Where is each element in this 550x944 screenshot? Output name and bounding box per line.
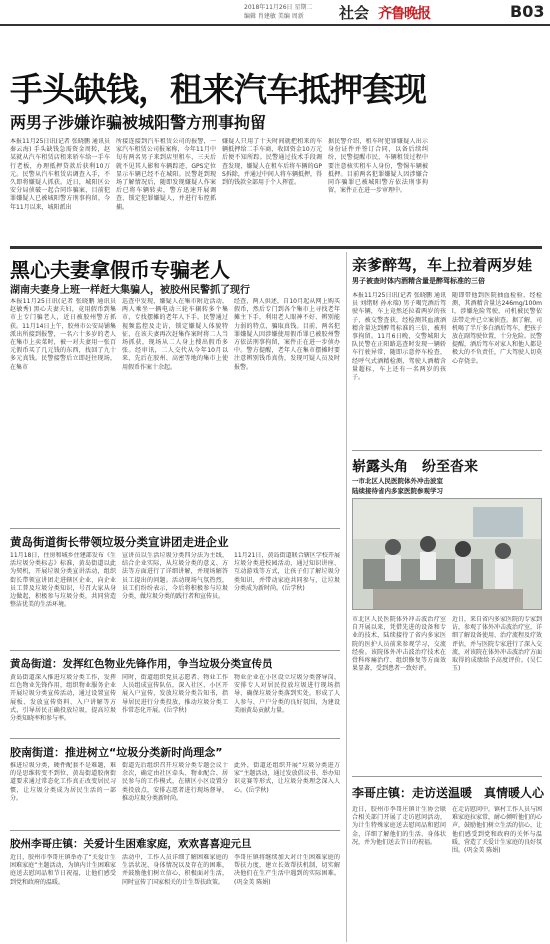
- lead-body-col3: 嫌疑人只用了十天时间就把租来的车辆抵押给二手车商，收回资金10万元后便不知所踪。民警通过技术手段调查发现，嫌疑人在租车后将车辆的GPS拆除，并通过中间人将车辆抵押，得到的钱款全部用于个人挥霍。: [222, 138, 322, 187]
- story4-body-col3: 11月21日，黄岛街道联合辖区学校开展垃圾分类进校园活动，通过知识讲座、互动游戏等方式，让孩子们了解垃圾分类知识，并带动家庭共同参与，让垃圾分类成为新时尚。(岳学秋): [234, 552, 340, 592]
- story4-divider: [10, 528, 340, 529]
- lead-body-col4: 据民警介绍，租车时犯罪嫌疑人出示身份证件并签订合同，以备后续纠纷，民警提醒市民，车辆租赁过程中要注意核实租车人身份，警惕车辆被抵押。目前两名犯罪嫌疑人因涉嫌合同诈骗罪已被城阳警方依法刑事拘留，案件正在进一步审理中。: [328, 138, 428, 195]
- story5-body-col1: 黄岛街道深入推进垃圾分类工作，发挥红色物业先锋作用，组织物业服务企业开展垃圾分类宣传活动，通过设置宣传展板、发放宣传资料、入户讲解等方式，引导居民正确投放垃圾，提高垃圾分类知晓率和参与率。: [10, 674, 116, 723]
- section-divider: [10, 246, 542, 249]
- editors: 编辑 肖建敏 美编 周新: [244, 13, 304, 20]
- story8-subheadline1: 一市北区人民医院体外冲击波室: [352, 477, 443, 485]
- story9-headline: 李哥庄镇：走访送温暖 真情暖人心: [352, 786, 545, 800]
- story2-body-col3: 经查，两人供述，自10月起从网上购买假币，然后专门到各个集市上寻找老年摊主下手，利用老人眼神不好、辨别能力弱的特点，骗取真钱。目前，两名犯罪嫌疑人因涉嫌使用假币罪已被胶州警方依法刑事拘留，案件正在进一步侦办中。警方提醒，老年人在集市摆摊时要注意辨别钱币真伪，发现可疑人员及时报警。: [234, 298, 340, 371]
- lead-body-col1: 本报11月25日讯(记者 张晓鹏 通讯员 秦云海) 手头缺钱急需资金周转，赵某就从汽车租赁店租来轿车给一手车行老板，办理抵押贷款后获利10万元。民警从汽车租赁店调查入手，不久即将嫌疑人抓获。近日，城阳区公安分局侦破一起合同诈骗案，目前犯罪嫌疑人已被城阳警方刑事拘留。今年11月以来，城阳派出: [10, 138, 110, 211]
- story2-body-col2: 巡查中发现，嫌疑人在集市附近活动，两人乘坐一辆电动三轮车辗转多个集市，专找摆摊的老年人下手。民警通过视频监控及走访，锁定嫌疑人体貌特征，在该夫妻再次赶集作案时将二人当场抓获，现场从二人身上搜出假币多张。经审讯，二人交代从今年10月以来，先后在胶州、高密等地的集市上使用假币作案十余起。: [122, 298, 228, 371]
- story3-body-col2: 随即带他到医院抽血检验，经检测，其酒精含量达246mg/100ml，涉嫌危险驾驶，司机被民警依法带走并已立案侦查。据了解，司机喝了半斤多白酒后驾车，把孩子放在副驾驶位置，十分危险。民警提醒，酒后驾车对家人和他人都是极大的不负责任，广大驾驶人切莫心存侥幸。: [452, 292, 542, 365]
- hospital-photo-illustration: [353, 499, 542, 610]
- issue-date: 2018年11月26日 星期二: [244, 4, 313, 11]
- story8-divider: [352, 776, 542, 777]
- story5-divider: [10, 650, 340, 651]
- story4-body-col1: 11月18日，住房和城乡住建部发布《生活垃圾分类标志》标准，黄岛街道以此为契机，开展垃圾分类宣讲活动，组织街长带领宣讲团走进辖区企业，向企业员工普及垃圾分类知识，号召大家从身边做起，积极参与垃圾分类，共同营造整洁优美的生活环境。: [10, 552, 116, 609]
- story9-body-col1: 近日，胶州市李哥庄镇计生协会联合相关部门开展了走访慰问活动，为计生特殊家庭送去慰问品和慰问金，详细了解他们的生活、身体状况，并为他们送去节日的祝福。: [352, 806, 446, 846]
- page-number: B03: [510, 2, 545, 21]
- story5-body-col2: 同时，街道组织党员志愿者、物业工作人员组成宣传队伍，深入社区、小区开展入户宣传，发放垃圾分类告知书，指导居民进行分类投放，推动垃圾分类工作常态化开展。(岳学秋): [122, 674, 228, 714]
- story9-body-col2: 在走访慰问中，镇村工作人员与困难家庭拉家常，耐心倾听他们的心声，鼓励他们树立生活的信心，让他们感受到党和政府的关怀与温暖，营造了关爱计生家庭的良好氛围。(巩金美 陈娟): [452, 806, 542, 855]
- story5-headline: 黄岛街道：发挥红色物业先锋作用，争当垃圾分类宣传员: [10, 658, 273, 670]
- story8-body-col1: 市北区人民医院体外冲击波治疗室自开展以来，凭借先进的设备和专业的技术，陆续接待了省内多家医院的医护人员前来参观学习，交流经验。该院体外冲击波治疗技术在骨科疼痛治疗、组织修复等方面效果显著，受到患者一致好评。: [352, 616, 446, 673]
- story6-divider: [10, 738, 340, 739]
- story8-body-col2: 近日，来自省内多家医院的专家到访，参观了体外冲击波治疗室，详细了解设备使用、治疗流程及疗效评估，并与医院专家进行了深入交流，对该院在体外冲击波治疗方面取得的成绩给予高度评价。(吴仁玉): [452, 616, 542, 673]
- story8-subheadline2: 陆续接待省内多家医院参观学习: [352, 487, 443, 495]
- story7-body-col1: 近日，胶州市李哥庄镇举办了“关爱计生困难家庭”主题活动，为镇内计生困难家庭送去慰问品和节日祝福，让他们感受到党和政府的温暖。: [10, 854, 116, 886]
- story7-body-col2: 活动中，工作人员详细了解困难家庭的生活状况、身体情况以及存在的困难，并鼓励他们树立信心，积极面对生活，同时宣传了国家相关的计生帮扶政策。: [122, 854, 228, 886]
- lead-headline: 手头缺钱，租来汽车抵押套现: [10, 70, 426, 109]
- story2-body-col1: 本报11月25日讯(记者 张晓鹏 通讯员 赵敏秀) 黑心夫妻夫妇，竟用假币到集市上专门骗老人，近日被胶州警方抓获。11月14日上午，胶州市公安局铺集派出所接到报警，一名六十多岁的老人在集市上卖菜时，被一对夫妻用一张百元假币买了几元钱的东西，找回了九十多元真钱。民警接警后立即赶往现场，在集市: [10, 298, 116, 371]
- story7-divider: [10, 830, 340, 831]
- story6-body-col3: 此外，街道还组织开展“垃圾分类进万家”主题活动，通过发放倡议书、举办知识竞赛等形式，让垃圾分类理念深入人心。(岳学秋): [234, 762, 340, 794]
- story2-subheadline: 湖南夫妻身上班一样赶大集骗人，被胶州民警抓了现行: [10, 285, 250, 296]
- story3-subheadline: 男子被查时体内酒精含量是醉驾标准的三倍: [352, 277, 485, 285]
- hospital-photo: [352, 498, 542, 610]
- story4-headline: 黄岛街道街长带领垃圾分类宣讲团走进企业: [10, 535, 229, 549]
- story8-headline: 崭露头角 纷至沓来: [352, 459, 478, 475]
- story3-body-col1: 本报11月25日讯(记者 张晓鹏 通讯员 刘绪财 孙永瑞) 男子喝完酒后驾驶车辆，车上竟然还拉着两岁的孩子，被交警查获，经检测其血液酒精含量达到醉驾标准的三倍，被刑事拘留。11月6日晚，交警城阳大队民警在正阳路巡查时发现一辆轿车行驶异常，随即示意停车检查，经呼气式酒精检测，驾驶人酒精含量超标，车上还有一名两岁的孩子。: [352, 292, 446, 382]
- lead-subheadline: 两男子涉嫌诈骗被城阳警方刑事拘留: [10, 113, 267, 132]
- paper-logo: 齐鲁晚报: [378, 6, 430, 22]
- masthead: [0, 0, 550, 26]
- story3-divider: [352, 450, 542, 451]
- lead-body-col2: 所接连接到汽车租赁公司的报警，一家汽车租赁公司报案称，今年11月中旬有两名男子来到店里租车，三天后就不见其人影和车辆踪迹，GPS定位显示车辆已经不在城阳。民警赶到现场了解情况后，随即发现嫌疑人作案后已将车辆转卖，警方迅速开展调查，锁定犯罪嫌疑人，并进行布控抓捕。: [116, 138, 216, 211]
- column-divider: [346, 252, 347, 942]
- story7-body-col3: 李哥庄镇将继续加大对计生困难家庭的帮扶力度，建立长效帮扶机制，切实解决他们在生产生活中遇到的实际困难。(巩金美 陈娟): [234, 854, 340, 886]
- story6-headline: 胶南街道：推进树立“垃圾分类新时尚理念”: [10, 746, 223, 759]
- section-name: 社会: [339, 4, 370, 22]
- story3-headline: 亲爹醉驾，车上拉着两岁娃: [352, 256, 533, 274]
- story5-body-col3: 物业企业在小区设立垃圾分类督导岗，安排专人对居民投放垃圾进行现场指导，确保垃圾分类落到实处，形成了人人参与、户户分类的良好氛围，为建设美丽黄岛贡献力量。: [234, 674, 340, 714]
- story6-body-col1: 推进垃圾分类，硬件配套不是难题，难的是思维转变不到位，黄岛街道胶南街道要求通过常态化工作真正改变居民习惯，让垃圾分类成为居民生活的一部分。: [10, 762, 116, 802]
- story4-body-col2: 宣讲员以生活垃圾分类四分法为主线，结合企业实际，从垃圾分类的意义、方法等方面进行了详细讲解，并现场解答员工提出的问题。活动现场气氛热烈，员工们纷纷表示，今后将积极参与垃圾分类，做垃圾分类的践行者和宣传员。: [122, 552, 228, 601]
- story7-headline: 胶州李哥庄镇：关爱计生困难家庭，欢欢喜喜迎元旦: [10, 838, 252, 850]
- story2-headline: 黑心夫妻拿假币专骗老人: [10, 258, 230, 282]
- masthead-meta: [244, 3, 312, 21]
- story6-body-col2: 街道先后组织召开垃圾分类专题会议十余次，确定由社区牵头、物业配合、居民参与的工作模式，在辖区小区设置分类投放点，安排志愿者进行现场督导，推动垃圾分类新时尚。: [122, 762, 228, 802]
